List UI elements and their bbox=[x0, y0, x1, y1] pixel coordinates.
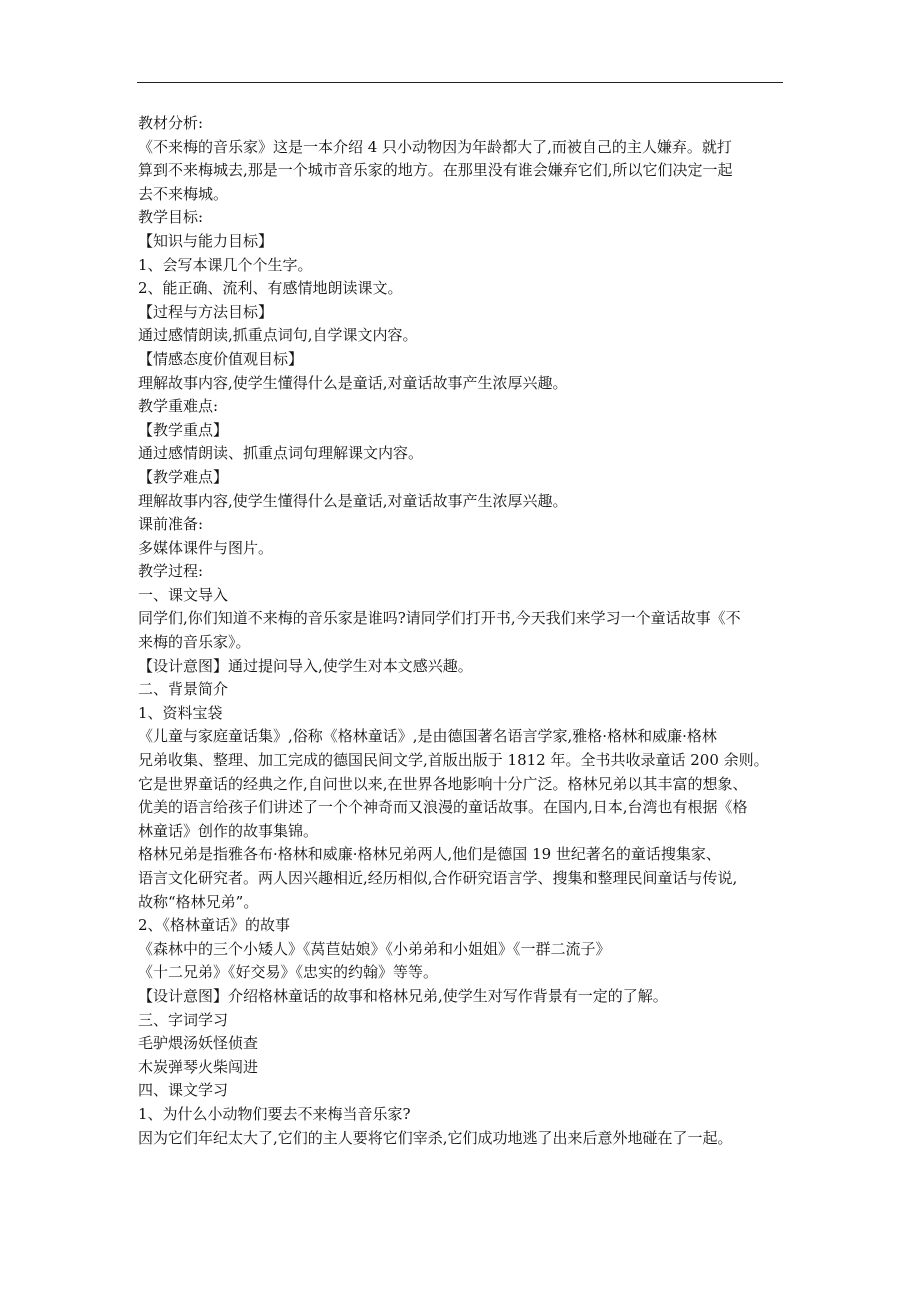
section-heading-teaching-process: 教学过程: bbox=[138, 562, 204, 581]
text-line: 2、能正确、流利、有感情地朗读课文。 bbox=[138, 279, 403, 298]
text-line: 兄弟收集、整理、加工完成的德国民间文学,首版出版于 1812 年。全书共收录童话 200 余则。 bbox=[138, 751, 769, 770]
text-line: 来梅的音乐家》。 bbox=[138, 633, 251, 652]
text-line: 1、会写本课几个个生字。 bbox=[138, 255, 313, 274]
text-line: 格林兄弟是指雅各布·格林和威廉·格林兄弟两人,他们是德国 19 世纪著名的童话搜集家、 bbox=[138, 845, 721, 864]
text-line: 算到不来梅城去,那是一个城市音乐家的地方。在那里没有谁会嫌弃它们,所以它们决定一起 bbox=[138, 161, 733, 180]
subheading-emotion-goals: 【情感态度价值观目标】 bbox=[138, 349, 304, 368]
text-line: 通过感情朗读,抓重点词句,自学课文内容。 bbox=[138, 326, 418, 345]
text-line: 《十二兄弟》《好交易》《忠实的约翰》等等。 bbox=[138, 963, 439, 982]
text-line: 多媒体课件与图片。 bbox=[138, 538, 274, 557]
question-line: 1、为什么小动物们要去不来梅当音乐家? bbox=[138, 1104, 411, 1123]
subheading-key-point: 【教学重点】 bbox=[138, 420, 229, 439]
subheading-knowledge-goals: 【知识与能力目标】 bbox=[138, 231, 274, 250]
section-heading-key-points: 教学重难点: bbox=[138, 397, 219, 416]
document-body bbox=[138, 112, 786, 1150]
text-line: 语言文化研究者。两人因兴趣相近,经历相似,合作研究语言学、搜集和整理民间童话与传说, bbox=[138, 869, 738, 887]
step-heading-vocabulary: 三、字词学习 bbox=[138, 1010, 229, 1029]
text-line: 优美的语言给孩子们讲述了一个个神奇而又浪漫的童话故事。在国内,日本,台湾也有根据《格 bbox=[138, 798, 748, 817]
text-line: 林童话》创作的故事集锦。 bbox=[138, 821, 319, 840]
step-heading-background: 二、背景简介 bbox=[138, 680, 229, 699]
subheading-process-goals: 【过程与方法目标】 bbox=[138, 302, 274, 321]
text-line: 理解故事内容,使学生懂得什么是童话,对童话故事产生浓厚兴趣。 bbox=[138, 373, 568, 392]
section-heading-material-analysis: 教材分析: bbox=[138, 114, 204, 132]
text-line: 《儿童与家庭童话集》,俗称《格林童话》,是由德国著名语言学家,雅格·格林和威廉·格林 bbox=[138, 727, 717, 746]
design-intent-note: 【设计意图】介绍格林童话的故事和格林兄弟,使学生对写作背景有一定的了解。 bbox=[138, 986, 668, 1005]
subheading-difficult-point: 【教学难点】 bbox=[138, 467, 229, 486]
step-heading-introduction: 一、课文导入 bbox=[138, 585, 229, 604]
section-heading-teaching-goals: 教学目标: bbox=[138, 208, 204, 227]
subheading-resource-bag: 1、资料宝袋 bbox=[138, 703, 223, 722]
subheading-grimm-stories: 2、《格林童话》的故事 bbox=[138, 916, 291, 935]
header-rule bbox=[137, 82, 783, 83]
text-line: 因为它们年纪太大了,它们的主人要将它们宰杀,它们成功地逃了出来后意外地碰在了一起。 bbox=[138, 1128, 733, 1147]
text-line: 同学们,你们知道不来梅的音乐家是谁吗?请同学们打开书,今天我们来学习一个童话故事《不 bbox=[138, 609, 741, 628]
text-line: 《森林中的三个小矮人》《莴苣姑娘》《小弟弟和小姐姐》《一群二流子》 bbox=[138, 939, 611, 958]
text-line: 《不来梅的音乐家》这是一本介绍 4 只小动物因为年龄都大了,而被自己的主人嫌弃。就打 bbox=[138, 137, 732, 156]
text-line: 毛驴煨汤妖怪侦查 bbox=[138, 1034, 259, 1053]
text-line: 理解故事内容,使学生懂得什么是童话,对童话故事产生浓厚兴趣。 bbox=[138, 491, 568, 510]
section-heading-preparation: 课前准备: bbox=[138, 515, 204, 534]
design-intent-note: 【设计意图】通过提问导入,使学生对本文感兴趣。 bbox=[138, 656, 473, 675]
text-line: 通过感情朗读、抓重点词句理解课文内容。 bbox=[138, 444, 424, 463]
step-heading-text-study: 四、课文学习 bbox=[138, 1081, 229, 1100]
text-line: 故称“格林兄弟”。 bbox=[138, 892, 259, 911]
text-line: 它是世界童话的经典之作,自问世以来,在世界各地影响十分广泛。格林兄弟以其丰富的想象、 bbox=[138, 774, 748, 793]
text-line: 木炭弹琴火柴闯进 bbox=[138, 1057, 259, 1076]
text-line: 去不来梅城。 bbox=[138, 184, 229, 203]
